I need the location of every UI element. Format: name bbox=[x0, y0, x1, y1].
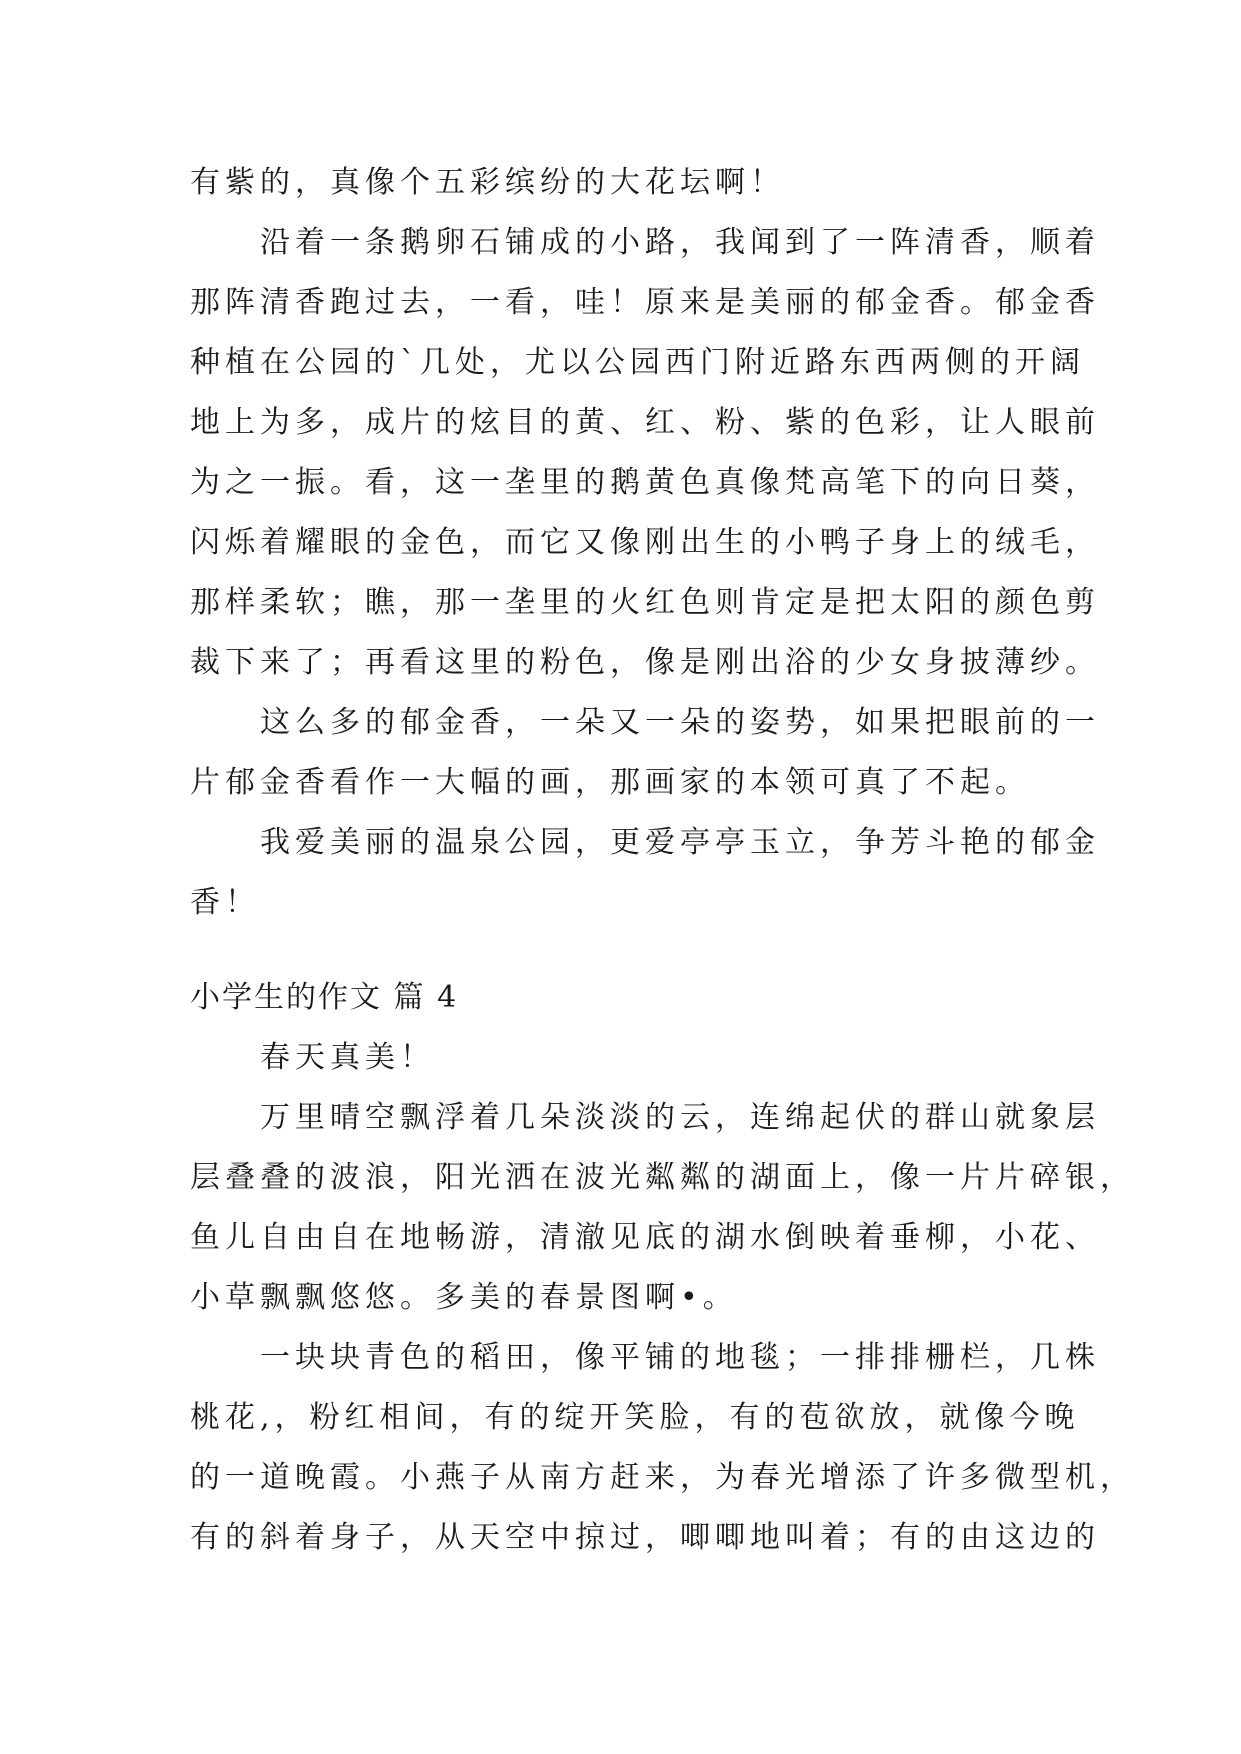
paragraph-line: 层叠叠的波浪，阳光洒在波光粼粼的湖面上，像一片片碎银， bbox=[190, 1160, 1135, 1195]
paragraph-line: 的一道晚霞。小燕子从南方赶来，为春光增添了许多微型机， bbox=[190, 1460, 1135, 1495]
paragraph-line: 沿着一条鹅卵石铺成的小路，我闻到了一阵清香，顺着 bbox=[260, 225, 1100, 260]
essay-section-4 bbox=[190, 968, 1135, 1568]
paragraph-line: 为之一振。看，这一垄里的鹅黄色真像梵高笔下的向日葵， bbox=[190, 465, 1100, 500]
paragraph-line: 片郁金香看作一大幅的画，那画家的本领可真了不起。 bbox=[190, 765, 1030, 800]
paragraph-line: 桃花,，粉红相间，有的绽开笑脸，有的苞欲放，就像今晚 bbox=[190, 1400, 1080, 1435]
paragraph-line: 种植在公园的`几处，尤以公园西门附近路东西两侧的开阔 bbox=[190, 345, 1085, 380]
paragraph-line: 有紫的，真像个五彩缤纷的大花坛啊！ bbox=[190, 165, 785, 200]
paragraph-line: 我爱美丽的温泉公园，更爱亭亭玉立，争芳斗艳的郁金 bbox=[260, 825, 1100, 860]
paragraph-line: 这么多的郁金香，一朵又一朵的姿势，如果把眼前的一 bbox=[260, 705, 1100, 740]
essay-section-3-tail bbox=[190, 153, 1100, 933]
paragraph-line: 春天真美！ bbox=[260, 1040, 435, 1075]
paragraph-line: 小草飘飘悠悠。多美的春景图啊•。 bbox=[190, 1280, 738, 1315]
paragraph-line: 闪烁着耀眼的金色，而它又像刚出生的小鸭子身上的绒毛， bbox=[190, 525, 1100, 560]
paragraph-line: 裁下来了；再看这里的粉色，像是刚出浴的少女身披薄纱。 bbox=[190, 645, 1100, 680]
paragraph-line: 万里晴空飘浮着几朵淡淡的云，连绵起伏的群山就象层 bbox=[260, 1100, 1100, 1135]
paragraph-line: 一块块青色的稻田，像平铺的地毯；一排排栅栏，几株 bbox=[260, 1340, 1100, 1375]
paragraph-line: 那样柔软；瞧，那一垄里的火红色则肯定是把太阳的颜色剪 bbox=[190, 585, 1100, 620]
paragraph-line: 香！ bbox=[190, 885, 260, 920]
section-heading: 小学生的作文 篇 4 bbox=[190, 980, 459, 1015]
paragraph-line: 那阵清香跑过去，一看，哇！原来是美丽的郁金香。郁金香 bbox=[190, 285, 1100, 320]
paragraph-line: 地上为多，成片的炫目的黄、红、粉、紫的色彩，让人眼前 bbox=[190, 405, 1100, 440]
paragraph-line: 鱼儿自由自在地畅游，清澈见底的湖水倒映着垂柳，小花、 bbox=[190, 1220, 1100, 1255]
paragraph-line: 有的斜着身子，从天空中掠过，唧唧地叫着；有的由这边的 bbox=[190, 1520, 1100, 1555]
